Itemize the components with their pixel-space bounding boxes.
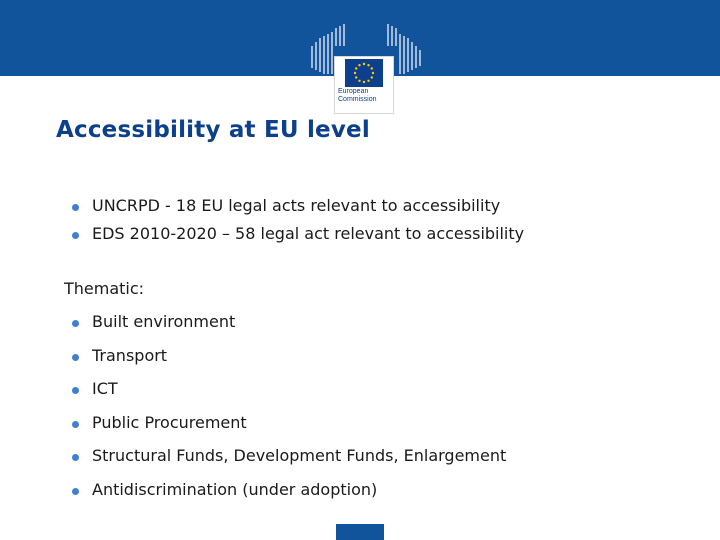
intro-bullet-list xyxy=(72,196,524,252)
european-commission-logo xyxy=(308,16,428,103)
list-item xyxy=(72,224,524,252)
list-item xyxy=(72,446,506,480)
list-item xyxy=(72,379,506,413)
thematic-heading: Thematic: xyxy=(64,279,145,298)
list-item xyxy=(72,413,506,447)
thematic-bullet-list xyxy=(72,312,506,514)
list-item xyxy=(72,346,506,380)
slide-title: Accessibility at EU level xyxy=(56,117,370,143)
list-item-text: Transport xyxy=(92,345,168,365)
bullet-icon xyxy=(72,204,79,211)
logo-line-2: Commission xyxy=(338,96,377,103)
bullet-icon xyxy=(72,387,79,394)
bullet-icon xyxy=(72,454,79,461)
logo-text xyxy=(338,88,393,104)
list-item xyxy=(72,312,506,346)
list-item-text: Antidiscrimination (under adoption) xyxy=(92,479,378,499)
eu-flag-icon xyxy=(345,59,383,87)
logo-line-1: European xyxy=(338,88,369,95)
list-item-text: EDS 2010-2020 – 58 legal act relevant to accessibility xyxy=(92,224,525,243)
list-item-text: Built environment xyxy=(92,312,236,331)
bullet-icon xyxy=(72,354,79,361)
list-item-text: Structural Funds, Development Funds, Enlargement xyxy=(92,446,507,466)
list-item xyxy=(72,480,506,514)
list-item-text: UNCRPD - 18 EU legal acts relevant to accessibility xyxy=(92,196,501,215)
list-item-text: ICT xyxy=(92,379,118,399)
footer-accent-bar xyxy=(336,524,384,540)
logo-plate xyxy=(334,56,394,114)
bullet-icon xyxy=(72,232,79,239)
bullet-icon xyxy=(72,421,79,428)
list-item-text: Public Procurement xyxy=(92,412,247,432)
bullet-icon xyxy=(72,320,79,327)
list-item xyxy=(72,196,524,224)
bullet-icon xyxy=(72,488,79,495)
